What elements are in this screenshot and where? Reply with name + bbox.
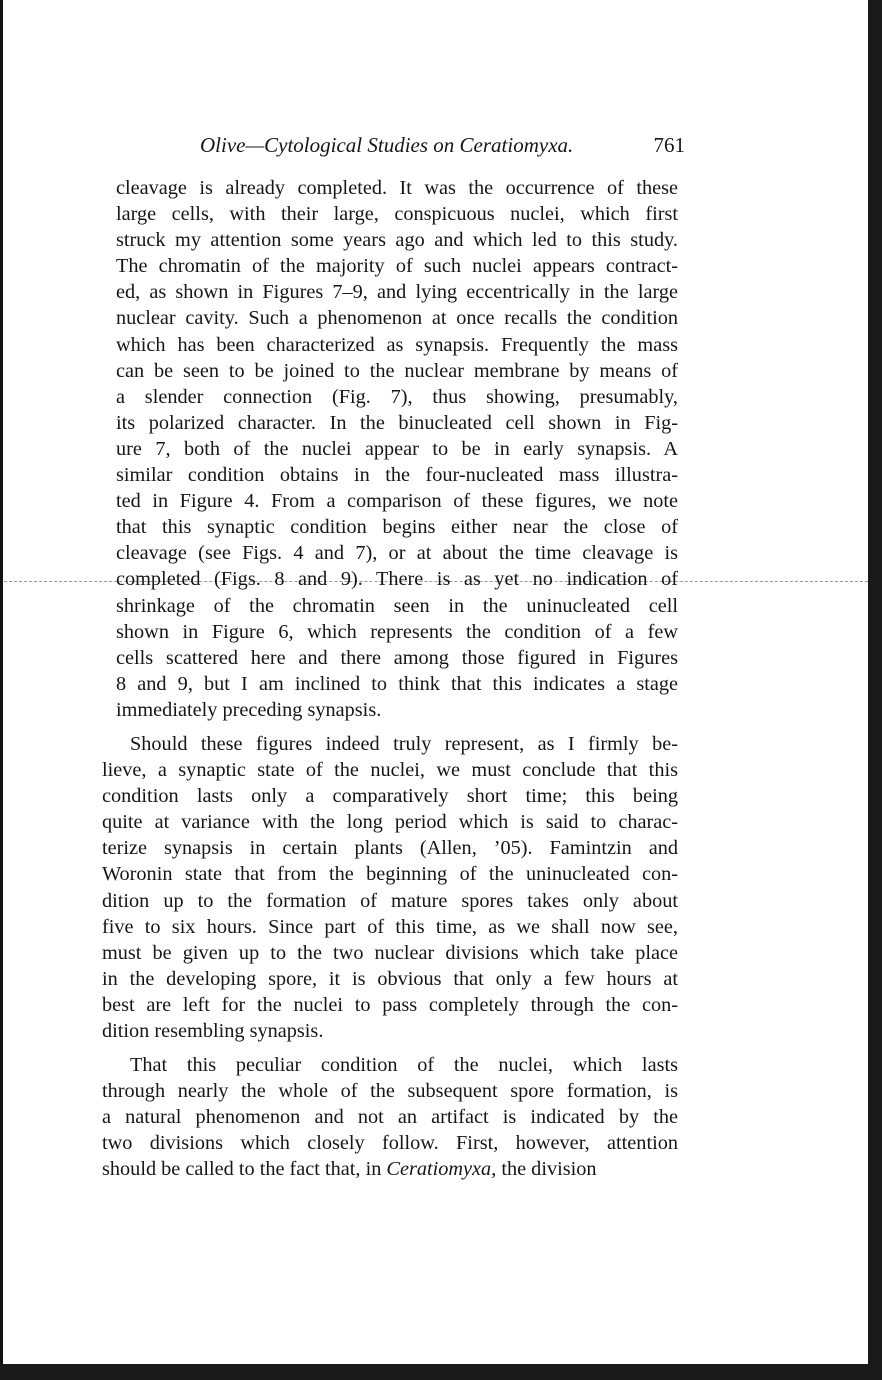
text-line: dition resembling synapsis. — [102, 1020, 324, 1042]
text-line: five to six hours. Since part of this time, as we shall now see, — [102, 915, 678, 938]
text-line: condition lasts only a comparatively short time; this being — [102, 785, 678, 808]
text-line: must be given up to the two nuclear divisions which take place — [102, 941, 678, 964]
text-line: that this synaptic condition begins either near the close of — [116, 516, 678, 539]
text-line: cleavage is already completed. It was the occurrence of these — [116, 177, 678, 199]
page-number: 761 — [653, 133, 685, 157]
text-line: ure 7, both of the nuclei appear to be in early synapsis. A — [116, 437, 678, 460]
text-line: large cells, with their large, conspicuous nuclei, which first — [116, 203, 678, 226]
text-line: ted in Figure 4. From a comparison of these figures, we note — [116, 490, 678, 513]
running-title: Olive—Cytological Studies on Ceratiomyxa. — [200, 133, 574, 157]
text-line: dition up to the formation of mature spores takes only about — [102, 889, 678, 912]
text-line: cells scattered here and there among those figured in Figures — [116, 646, 678, 669]
text-line: cleavage (see Figs. 4 and 7), or at about the time cleavage is — [116, 542, 678, 565]
text-line: struck my attention some years ago and which led to this study. — [116, 229, 678, 252]
text-line: should be called to the fact that, in Ceratiomyxa, the division — [102, 1158, 597, 1181]
text-line: ed, as shown in Figures 7–9, and lying eccentrically in the large — [116, 281, 678, 304]
text-line: two divisions which closely follow. First, however, attention — [102, 1132, 678, 1155]
genus-name: Ceratiomyxa — [386, 1158, 492, 1181]
text-line: 8 and 9, but I am inclined to think that this indicates a stage — [116, 672, 678, 695]
text-line: a natural phenomenon and not an artifact is indicated by the — [102, 1106, 678, 1129]
text-line: completed (Figs. 8 and 9). There is as yet no indication of — [116, 568, 678, 591]
text-line: The chromatin of the majority of such nuclei appears contract- — [116, 255, 678, 278]
text-line: quite at variance with the long period which is said to charac- — [102, 811, 678, 834]
page-bottom-edge — [0, 1364, 882, 1380]
text-line: which has been characterized as synapsis. Frequently the mass — [116, 333, 678, 356]
body-text — [102, 175, 678, 1183]
paragraph-2 — [102, 731, 678, 1044]
text-line: a slender connection (Fig. 7), thus showing, presumably, — [116, 385, 678, 408]
paragraph-3 — [102, 1052, 678, 1182]
text-line: shrinkage of the chromatin seen in the uninucleated cell — [116, 594, 678, 617]
text-line: lieve, a synaptic state of the nuclei, we must conclude that this — [102, 759, 678, 782]
text-line: terize synapsis in certain plants (Allen, ’05). Famintzin and — [102, 837, 678, 860]
text-line: through nearly the whole of the subsequent spore formation, is — [102, 1080, 678, 1103]
text-line: nuclear cavity. Such a phenomenon at once recalls the condition — [116, 307, 678, 330]
text-line: shown in Figure 6, which represents the condition of a few — [116, 620, 678, 643]
text-line: best are left for the nuclei to pass completely through the con- — [102, 993, 678, 1016]
text-line: can be seen to be joined to the nuclear membrane by means of — [116, 359, 678, 382]
text-line: similar condition obtains in the four-nucleated mass illustra- — [116, 464, 678, 487]
text-line: That this peculiar condition of the nuclei, which lasts — [130, 1054, 678, 1077]
text-line: in the developing spore, it is obvious that only a few hours at — [102, 967, 678, 990]
page-right-edge — [868, 0, 882, 1380]
text-line: Should these figures indeed truly represent, as I firmly be- — [130, 732, 678, 755]
running-header — [200, 131, 685, 159]
text-line: its polarized character. In the binucleated cell shown in Fig- — [116, 411, 678, 434]
paragraph-1 — [102, 175, 678, 723]
text-line: immediately preceding synapsis. — [116, 698, 382, 721]
text-line: Woronin state that from the beginning of the uninucleated con- — [102, 863, 678, 886]
page-left-edge — [0, 0, 3, 1380]
